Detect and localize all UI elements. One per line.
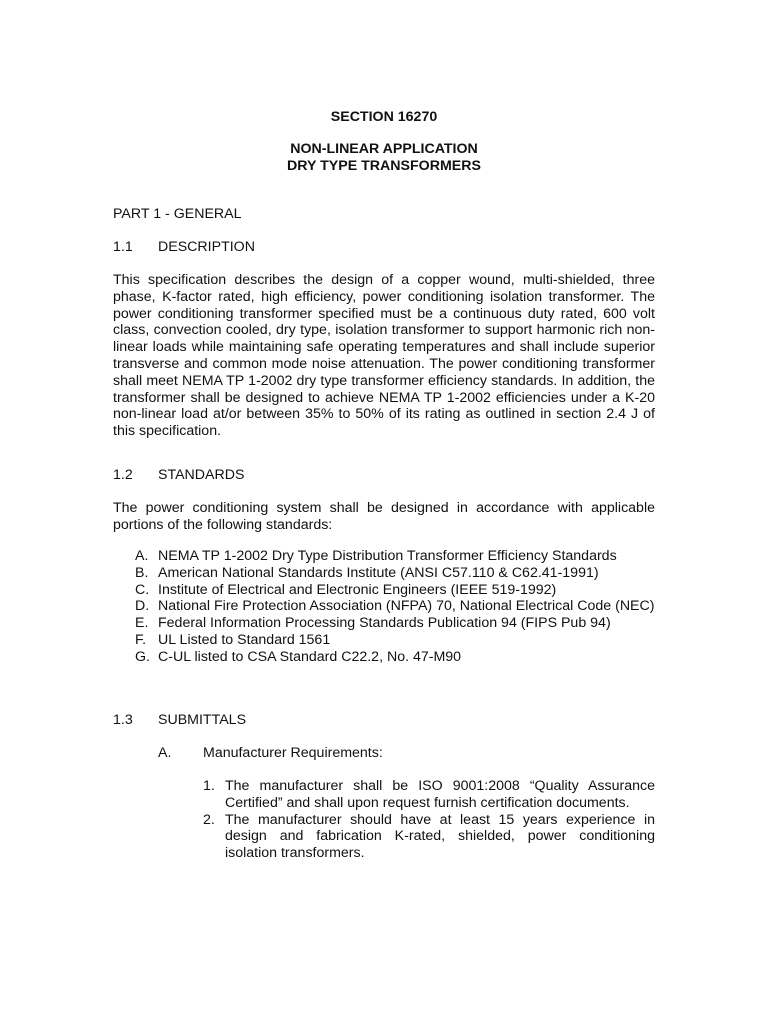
- list-marker: 2.: [203, 811, 215, 828]
- list-marker: 1.: [203, 778, 215, 794]
- list-marker: E.: [135, 615, 149, 632]
- standards-list: [135, 548, 655, 666]
- list-item-text: The manufacturer should have at least 15 years experience in design and fabrication K-rated, shielded, power conditioning isolation transformers.: [225, 811, 655, 862]
- list-item-text: UL Listed to Standard 1561: [158, 631, 331, 648]
- list-item-text: The manufacturer shall be ISO 9001:2008 “Quality Assurance Certified” and shall upon request furnish certification documents.: [225, 778, 655, 811]
- list-item: [203, 812, 655, 862]
- list-item: [135, 548, 655, 565]
- list-item: [135, 565, 655, 582]
- list-marker: F.: [135, 631, 147, 648]
- list-marker: D.: [135, 598, 150, 615]
- section-1-1-heading: DESCRIPTION: [158, 239, 255, 255]
- list-item: [203, 778, 655, 812]
- section-1-2-heading: STANDARDS: [158, 467, 245, 483]
- list-item: [135, 632, 655, 649]
- manufacturer-requirements-list: [203, 778, 655, 862]
- list-item-text: Federal Information Processing Standards Publication 94 (FIPS Pub 94): [158, 615, 611, 632]
- standards-paragraph: The power conditioning system shall be designed in accordance with applicable portions of the following standards:: [113, 500, 655, 533]
- list-item: [135, 615, 655, 632]
- list-item-text: National Fire Protection Association (NFPA) 70, National Electrical Code (NEC): [158, 598, 655, 615]
- list-item: [135, 649, 655, 666]
- list-marker: G.: [135, 648, 150, 665]
- section-number: SECTION 16270: [330, 109, 438, 125]
- list-marker: A.: [135, 548, 149, 564]
- list-item-text: Institute of Electrical and Electronic Engineers (IEEE 519-1992): [158, 581, 557, 598]
- subsection-marker: A.: [158, 745, 172, 761]
- description-paragraph: This specification describes the design of a copper wound, multi-shielded, three phase, K-factor rated, high efficiency, power conditioning isolation transformer. The power conditioning transformer specified must be a continuous duty rated, 600 volt class, convection cooled, dry type, isolation transformer to support harmonic rich non-linear loads while maintaining safe operating temperatures and shall include superior transverse and common mode noise attenuation. The power conditioning transformer shall meet NEMA TP 1-2002 dry type transformer efficiency standards. In addition, the transformer shall be designed to achieve NEMA TP 1-2002 efficiencies under a K-20 non-linear load at/or between 35% to 50% of its rating as outlined in section 2.4 J of this specification.: [113, 272, 655, 440]
- list-marker: B.: [135, 564, 149, 581]
- section-1-3-number: 1.3: [113, 712, 133, 728]
- subsection-heading: Manufacturer Requirements:: [203, 745, 383, 761]
- list-item: [135, 582, 655, 599]
- list-item-text: NEMA TP 1-2002 Dry Type Distribution Transformer Efficiency Standards: [158, 548, 617, 564]
- part-heading: PART 1 - GENERAL: [113, 206, 242, 222]
- list-item-text: American National Standards Institute (ANSI C57.110 & C62.41-1991): [158, 564, 599, 581]
- list-item-text: C-UL listed to CSA Standard C22.2, No. 47-M90: [158, 648, 462, 665]
- list-item: [135, 598, 655, 615]
- section-1-3-heading: SUBMITTALS: [158, 712, 247, 728]
- section-1-2-number: 1.2: [113, 467, 133, 483]
- document-title-line-1: NON-LINEAR APPLICATION: [290, 141, 478, 157]
- section-1-1-number: 1.1: [113, 239, 133, 255]
- list-marker: C.: [135, 581, 150, 598]
- document-title-line-2: DRY TYPE TRANSFORMERS: [287, 158, 481, 174]
